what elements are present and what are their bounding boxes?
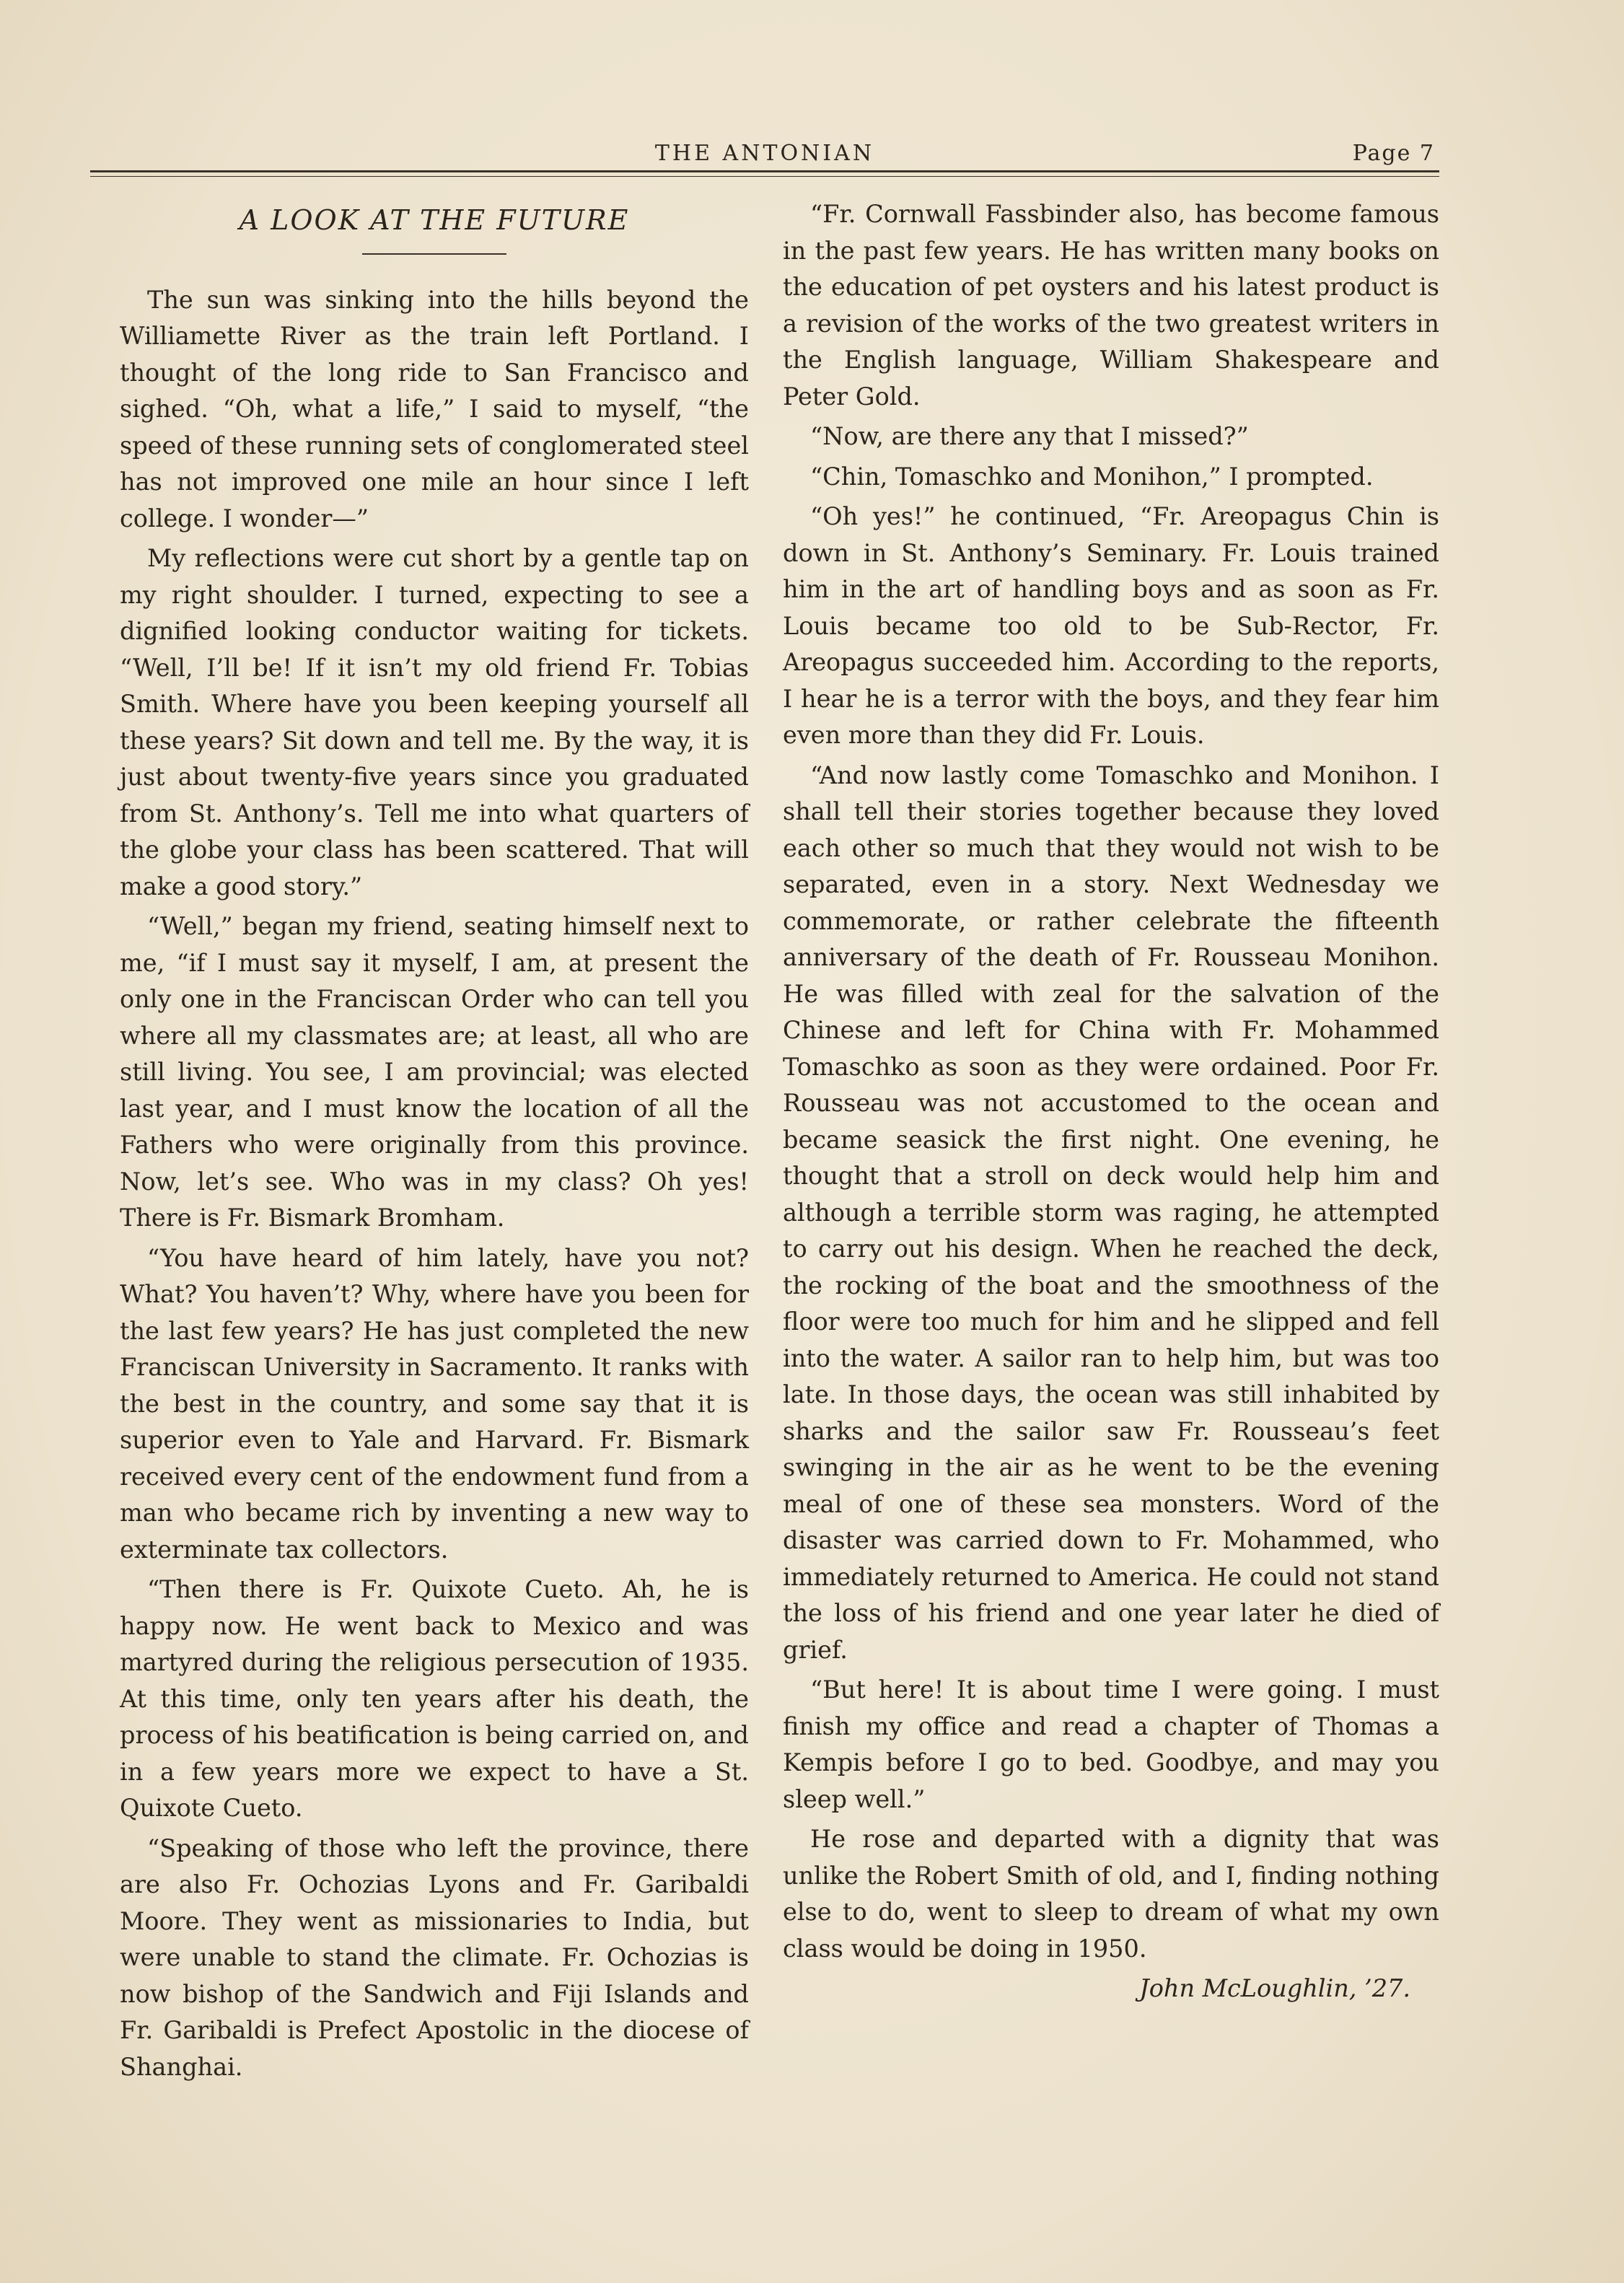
publication-title: THE ANTONIAN — [654, 141, 875, 166]
page-number: Page 7 — [1352, 141, 1435, 166]
paragraph: My reflections were cut short by a gentle tap on my right shoulder. I turned, expecting to see a dignified looking conductor waiting for tickets. “Well, I’ll be! If it isn’t my old friend Fr. Tobias Smith. Where have you been keeping yourself all these years? Sit down and tell me. By the way, it is just about twenty-five years since you graduated from St. Anthony’s. Tell me into what quarters of the globe your class has been scattered. That will make a good story.” — [120, 544, 749, 901]
paragraph: “You have heard of him lately, have you not? What? You haven’t? Why, where have you been for the last few years? He has just completed the new Franciscan University in Sacramento. It ranks with the best in the country, and some say that it is superior even to Yale and Harvard. Fr. Bismark received every cent of the endowment fund from a man who became rich by inventing a new way to exterminate tax collectors. — [120, 1243, 749, 1564]
running-header — [90, 141, 1439, 170]
header-rule-thin — [90, 176, 1439, 177]
author-signature: John McLoughlin, ’27. — [1139, 1974, 1410, 2002]
left-column — [120, 196, 749, 2089]
title-underline — [362, 253, 506, 255]
paragraph: “Oh yes!” he continued, “Fr. Areopagus Chin is down in St. Anthony’s Seminary. Fr. Louis trained him in the art of handling boys and as soon as Fr. Louis became too old to be Sub-Rector, Fr. Areopagus succeeded him. According to the reports, I hear he is a terror with the boys, and they fear him even more than they did Fr. Louis. — [783, 502, 1439, 749]
right-column — [783, 196, 1439, 2007]
paragraph: “Then there is Fr. Quixote Cueto. Ah, he is happy now. He went back to Mexico and was martyred during the religious persecution of 1935. At this time, only ten years after his death, the process of his beatification is being carried on, and in a few years more we expect to have a St. Quixote Cueto. — [120, 1575, 749, 1822]
header-rule-thick — [90, 170, 1439, 172]
paragraph: “And now lastly come Tomaschko and Monihon. I shall tell their stories together because they loved each other so much that they would not wish to be separated, even in a story. Next Wednesday we commemorate, or rather celebrate the fifteenth anniversary of the death of Fr. Rousseau Monihon. He was filled with zeal for the salvation of the Chinese and left for China with Fr. Mohammed Tomaschko as soon as they were ordained. Poor Fr. Rousseau was not accustomed to the ocean and became seasick the first night. One evening, he thought that a stroll on deck would help him and although a terrible storm was raging, he attempted to carry out his design. When he reached the deck, the rocking of the boat and the smoothness of the floor were too much for him and he slipped and fell into the water. A sailor ran to help him, but was too late. In those days, the ocean was still inhabited by sharks and the sailor saw Fr. Rousseau’s feet swinging in the air as he went to be the evening meal of one of these sea monsters. Word of the disaster was carried down to Fr. Mohammed, who immediately returned to America. He could not stand the loss of his friend and one year later he died of grief. — [783, 761, 1439, 1664]
paragraph: He rose and departed with a dignity that was unlike the Robert Smith of old, and I, finding nothing else to do, went to sleep to dream of what my own class would be doing in 1950. — [783, 1825, 1439, 1963]
paragraph: “Speaking of those who left the province, there are also Fr. Ochozias Lyons and Fr. Garibaldi Moore. They went as missionaries to India, but were unable to stand the climate. Fr. Ochozias is now bishop of the Sandwich and Fiji Islands and Fr. Garibaldi is Prefect Apostolic in the diocese of Shanghai. — [120, 1833, 749, 2081]
paragraph: “Now, are there any that I missed?” — [810, 422, 1249, 450]
article-title: A LOOK AT THE FUTURE — [239, 204, 630, 236]
paragraph: “Fr. Cornwall Fassbinder also, has become famous in the past few years. He has written many books on the education of pet oysters and his latest product is a revision of the works of the two greatest writers in the English language, William Shakespeare and Peter Gold. — [783, 200, 1439, 411]
paragraph: “Well,” began my friend, seating himself next to me, “if I must say it myself, I am, at present the only one in the Franciscan Order who can tell you where all my classmates are; at least, all who are still living. You see, I am provincial; was elected last year, and I must know the location of all the Fathers who were originally from this province. Now, let’s see. Who was in my class? Oh yes! There is Fr. Bismark Bromham. — [120, 912, 749, 1232]
paragraph: “Chin, Tomaschko and Monihon,” I prompted. — [810, 462, 1374, 491]
paragraph: “But here! It is about time I were going. I must finish my office and read a chapter of Thomas a Kempis before I go to bed. Goodbye, and may you sleep well.” — [783, 1675, 1439, 1813]
paragraph: The sun was sinking into the hills beyond the Williamette River as the train left Portland. I thought of the long ride to San Francisco and sighed. “Oh, what a life,” I said to myself, “the speed of these running sets of conglomerated steel has not improved one mile an hour since I left college. I wonder—” — [120, 285, 749, 533]
